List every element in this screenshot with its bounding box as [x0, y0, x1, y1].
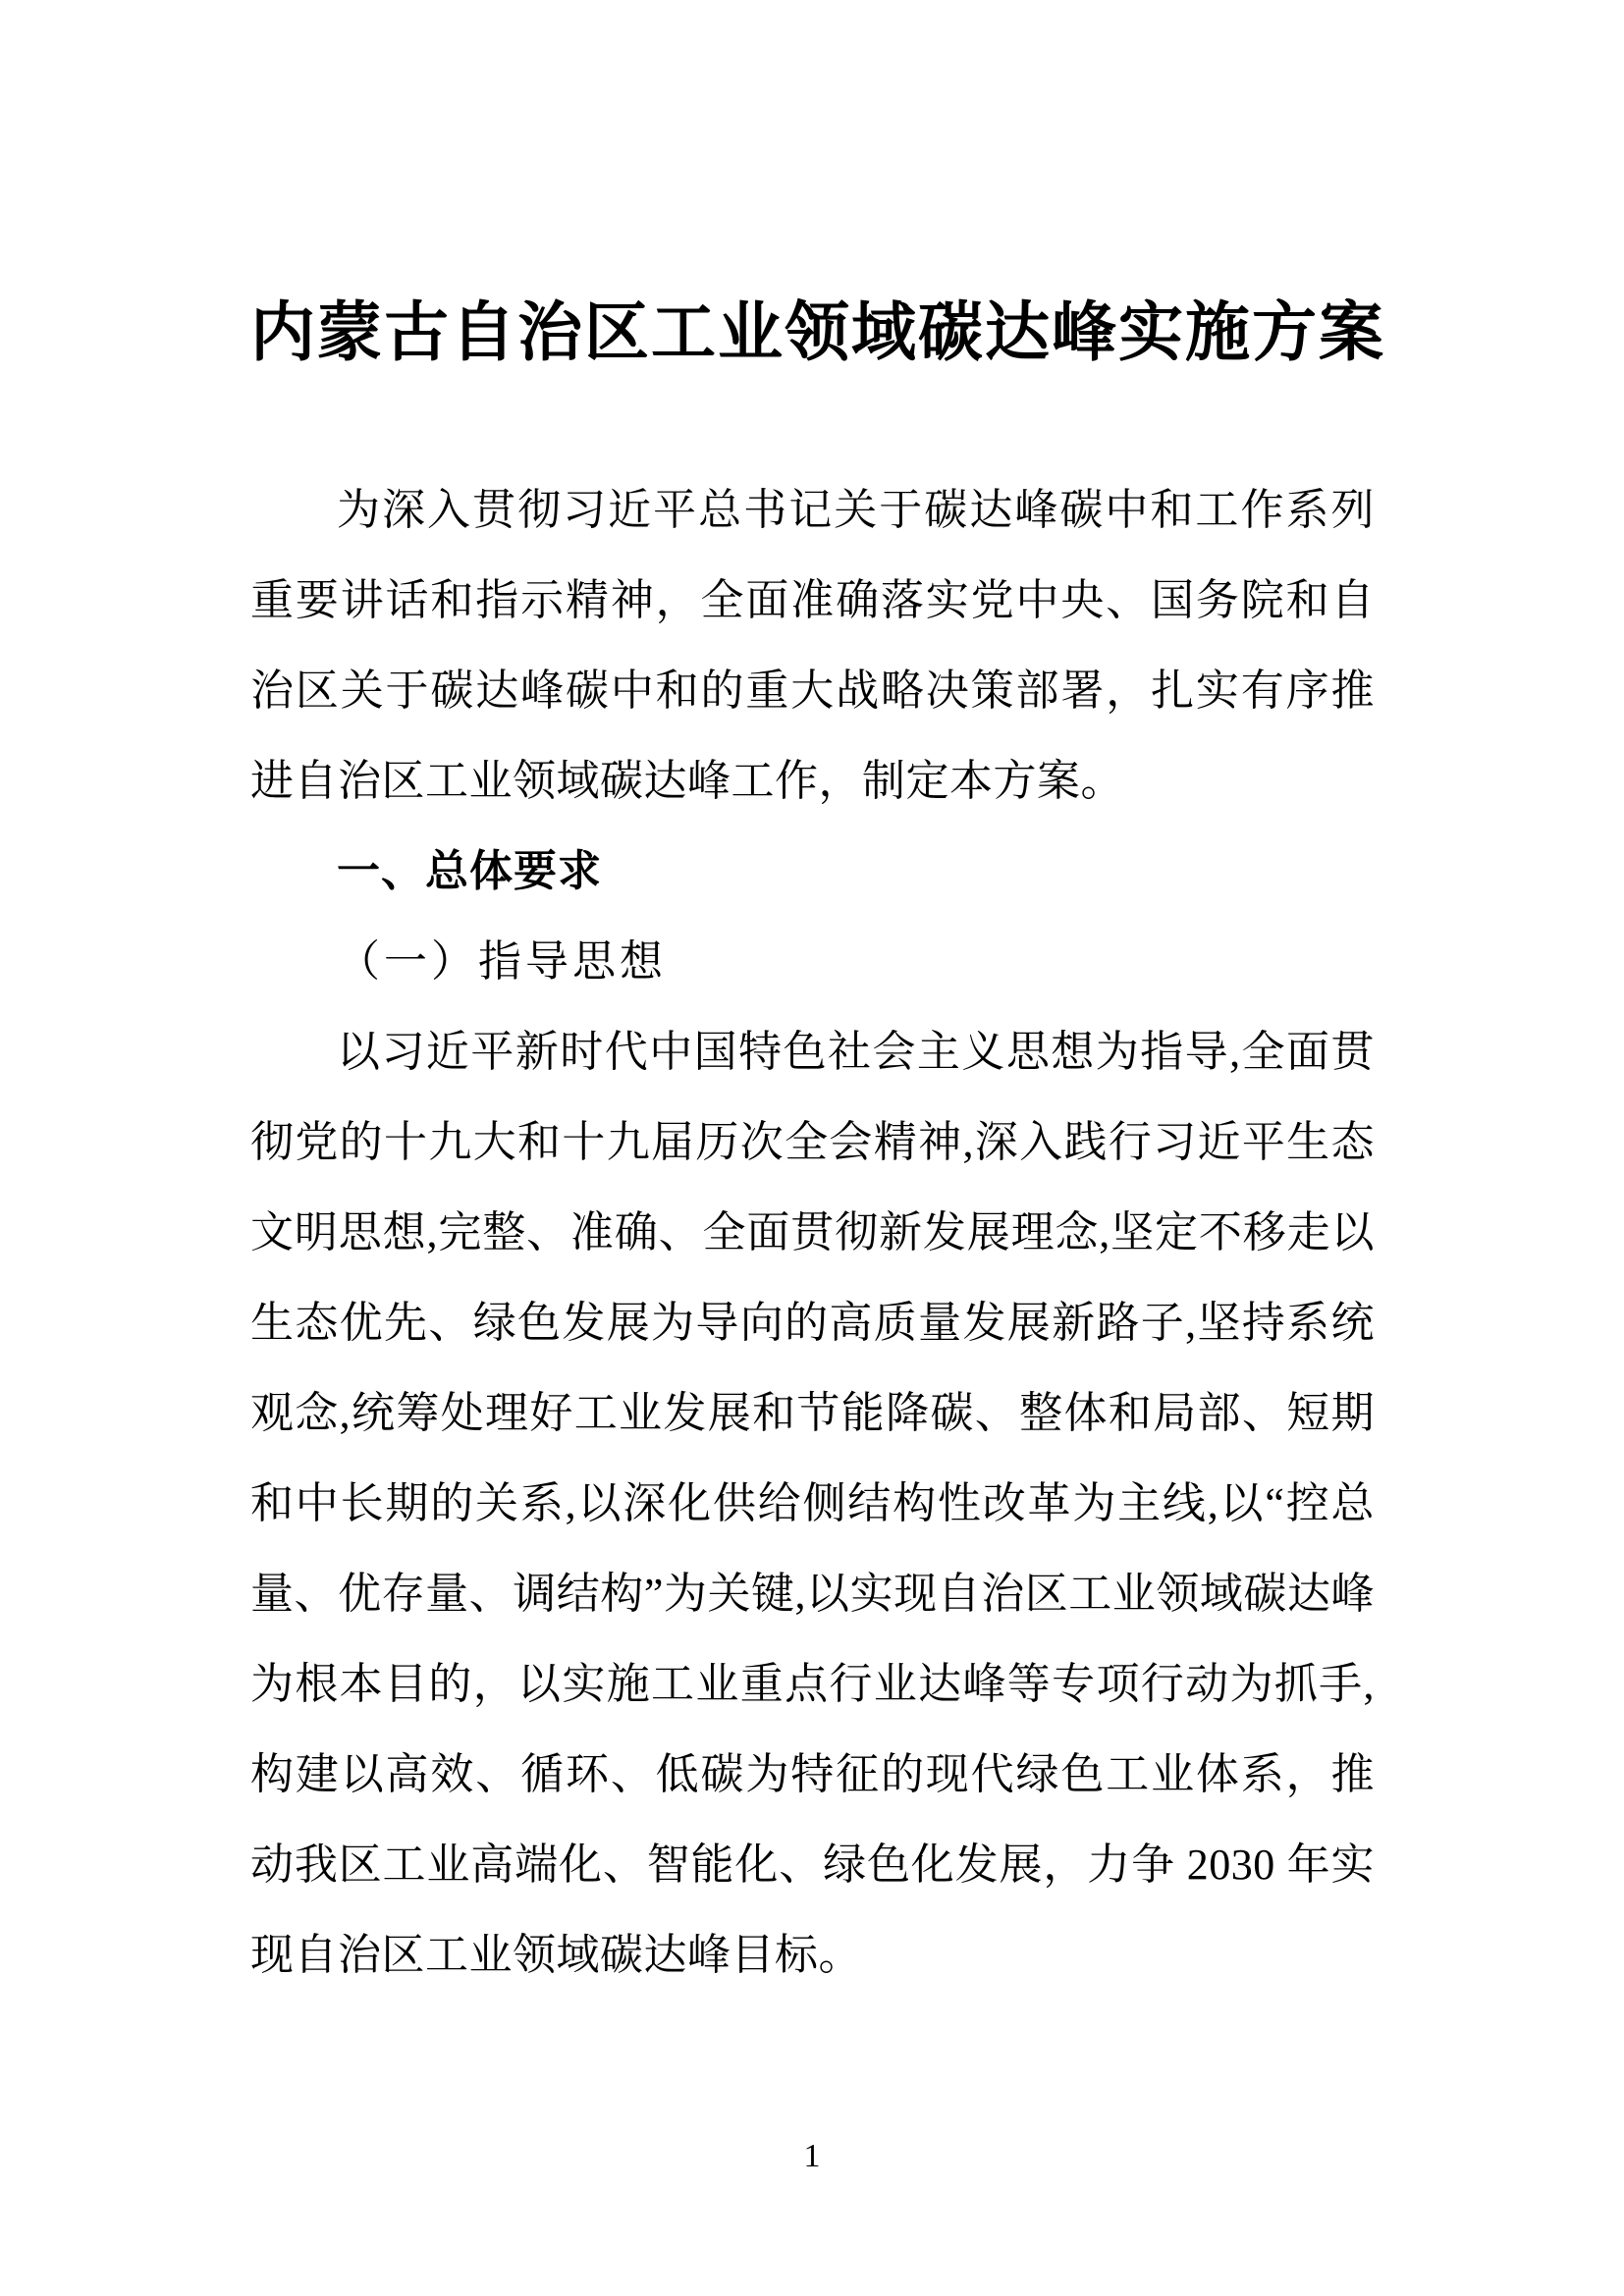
- subsection-heading-guiding-thought: （一）指导思想: [337, 937, 667, 986]
- intro-paragraph: 为深入贯彻习近平总书记关于碳达峰碳中和工作系列重要讲话和指示精神，全面准确落实党中央、国务院和自治区关于碳达峰碳中和的重大战略决策部署，扎实有序推进自治区工业领域碳达峰工作，制定本方案。: [250, 486, 1375, 805]
- guiding-thought-paragraph: 以习近平新时代中国特色社会主义思想为指导,全面贯彻党的十九大和十九届历次全会精神,深入践行习近平生态文明思想,完整、准确、全面贯彻新发展理念,坚定不移走以生态优先、绿色发展为导向的高质量发展新路子,坚持系统观念,统筹处理好工业发展和节能降碳、整体和局部、短期和中长期的关系,以深化供给侧结构性改革为主线,以“控总量、优存量、调结构”为关键,以实现自治区工业领域碳达峰为根本目的，以实施工业重点行业达峰等专项行动为抓手,构建以高效、循环、低碳为特征的现代绿色工业体系，推动我区工业高端化、智能化、绿色化发展，力争 2030 年实现自治区工业领域碳达峰目标。: [250, 1028, 1375, 1979]
- document-title: 内蒙古自治区工业领域碳达峰实施方案: [250, 297, 1385, 369]
- page-number: 1: [803, 2138, 821, 2174]
- section-heading-overall-requirements: 一、总体要求: [337, 847, 602, 895]
